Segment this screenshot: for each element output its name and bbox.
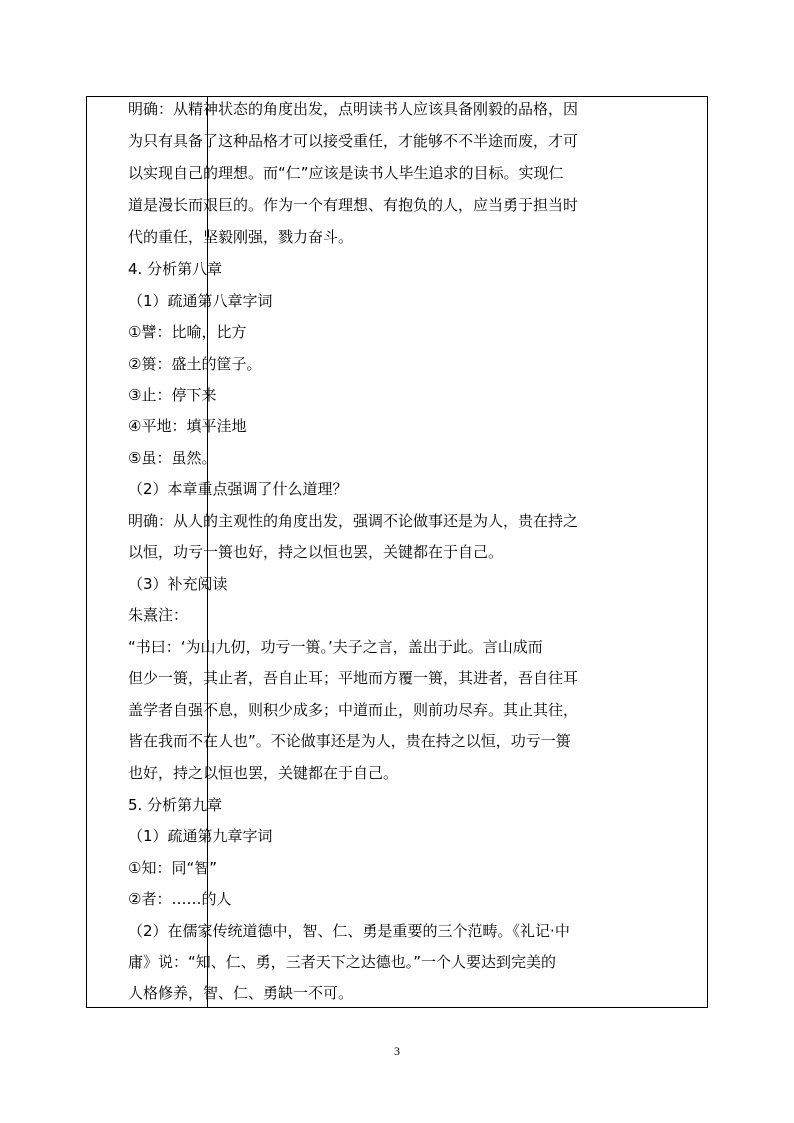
text-line: 朱熹注：: [128, 606, 189, 624]
text-line: （2）在儒家传统道德中，智、仁、勇是重要的三个范畴。《礼记·中: [128, 922, 570, 940]
list-item: ⑤虽：虽然。: [128, 449, 217, 467]
section-heading: 5. 分析第九章: [128, 796, 223, 814]
list-item: ②者：……的人: [128, 890, 232, 908]
text-line: 以实现自己的理想。而“仁”应该是读书人毕生追求的目标。实现仁: [128, 164, 564, 182]
subsection-heading: （3）补充阅读: [128, 575, 228, 593]
section-heading: 4. 分析第八章: [128, 260, 223, 278]
list-item: ③止：停下来: [128, 386, 217, 404]
list-item: ①譬：比喻，比方: [128, 323, 247, 341]
quote-line: 盖学者自强不息，则积少成多；中道而止，则前功尽弃。其止其往，: [128, 701, 579, 719]
text-line: 代的重任，坚毅刚强，戮力奋斗。: [128, 228, 354, 246]
subsection-heading: （2）本章重点强调了什么道理？: [128, 480, 348, 498]
list-item: ④平地：填平洼地: [128, 417, 247, 435]
quote-line: 但少一篑，其止者，吾自止耳；平地而方覆一篑，其进者，吾自往耳: [128, 669, 579, 687]
text-line: 为只有具备了这种品格才可以接受重任，才能够不不半途而废，才可: [128, 132, 579, 150]
subsection-heading: （1）疏通第八章字词: [128, 292, 273, 310]
list-item: ①知：同“智”: [128, 859, 217, 877]
text-line: 人格修养，智、仁、勇缺一不可。: [128, 984, 354, 1002]
quote-line: 皆在我而不在人也”。不论做事还是为人，贵在持之以恒，功亏一篑: [128, 732, 571, 750]
page-number: 3: [394, 1044, 400, 1058]
text-line: 明确：从人的主观性的角度出发，强调不论做事还是为人，贵在持之: [128, 512, 579, 530]
text-line: 道是漫长而艰巨的。作为一个有理想、有抱负的人，应当勇于担当时: [128, 196, 579, 214]
text-line: 庸》说：“知、仁、勇，三者天下之达德也。”一个人要达到完美的: [128, 953, 557, 971]
quote-line: “书曰：‘为山九仞，功亏一篑。’夫子之言，盖出于此。言山成而: [128, 638, 543, 656]
text-line: 也好，持之以恒也罢，关键都在于自己。: [128, 764, 399, 782]
list-item: ②篑：盛土的筐子。: [128, 355, 262, 373]
text-line: 明确：从精神状态的角度出发，点明读书人应该具备刚毅的品格，因: [128, 100, 579, 118]
text-line: 以恒，功亏一篑也好，持之以恒也罢，关键都在于自己。: [128, 543, 504, 561]
subsection-heading: （1）疏通第九章字词: [128, 827, 273, 845]
